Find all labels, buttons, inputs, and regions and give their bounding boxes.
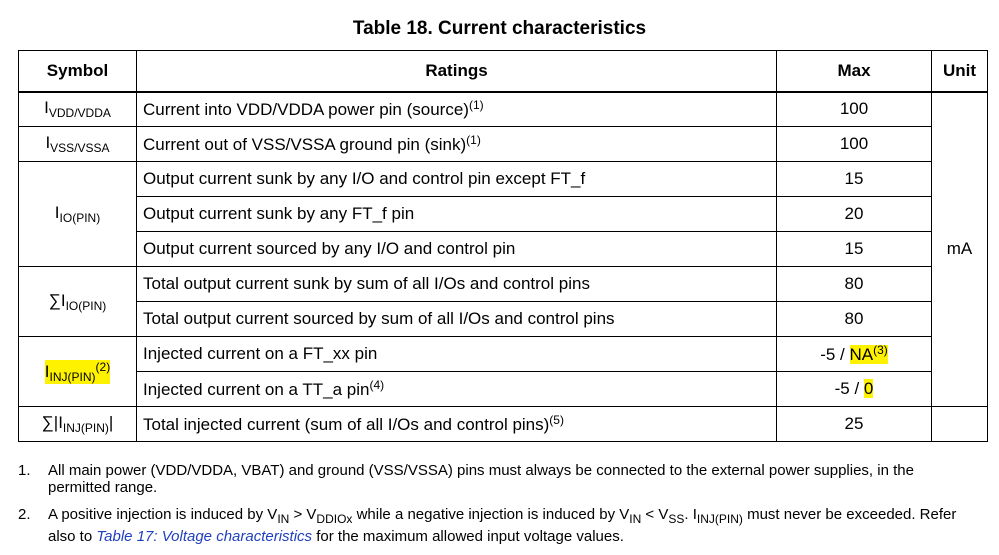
table-row — [19, 127, 988, 162]
highlighted-symbol: $I_{INJ(PIN)}^{(2)}$ — [44, 359, 111, 384]
table-row — [19, 232, 988, 267]
rating-cell: Injected current on a TT_a pin$^{(4)}$ — [137, 372, 777, 407]
current-characteristics-table — [18, 50, 988, 442]
footnote-number: 1. — [18, 462, 31, 479]
rating-cell: Total injected current (sum of all I/Os and control pins)$^{(5)}$ — [137, 407, 777, 442]
symbol-cell: $\sum|I_{INJ(PIN)}|$ — [19, 407, 137, 442]
max-cell: 20 — [777, 197, 932, 232]
table-row — [19, 197, 988, 232]
header-ratings: Ratings — [137, 51, 777, 92]
highlighted-value: NA$^{(3)}$ — [849, 343, 888, 364]
footnotes — [18, 462, 978, 555]
max-cell: 15 — [777, 162, 932, 197]
header-unit: Unit — [932, 51, 988, 92]
table-row — [19, 92, 988, 127]
footnote-text: All main power (VDD/VDDA, VBAT) and ground (VSS/VSSA) pins must always be connected to the external power supplies, in the permitted range. — [48, 462, 914, 496]
table-row — [19, 162, 988, 197]
unit-cell: mA — [932, 92, 988, 407]
rating-cell: Injected current on a FT_xx pin — [137, 337, 777, 372]
table-row — [19, 267, 988, 302]
max-cell: 80 — [777, 267, 932, 302]
max-cell: 100 — [777, 127, 932, 162]
header-row — [19, 51, 988, 92]
table-title: Table 18. Current characteristics — [352, 18, 647, 39]
footnote — [18, 462, 978, 496]
rating-cell: Current out of VSS/VSSA ground pin $(\sin k)^{(1)}$ — [137, 127, 777, 162]
highlighted-value: 0 — [863, 379, 874, 398]
symbol-cell — [19, 337, 137, 407]
table-row — [19, 302, 988, 337]
header-symbol: Symbol — [19, 51, 137, 92]
footnote — [18, 506, 978, 545]
max-cell: 80 — [777, 302, 932, 337]
table-row — [19, 407, 988, 442]
table-row — [19, 337, 988, 372]
symbol-cell: $I_{IO(PIN)}$ — [19, 162, 137, 267]
rating-cell: Total output current sourced by sum of all I/Os and control pins — [137, 302, 777, 337]
unit-cell-empty — [932, 407, 988, 442]
rating-cell: Output current sunk by any FT_f pin — [137, 197, 777, 232]
footnote-text: A positive injection is induced by $V_{IN} > V_{DDIOx}$ while a negative injection is induced by $V_{IN} < V_{SS}$. $I_{INJ(PIN)}$ must never be exceeded. Refer also to Table 17: Voltage characteristics for the maximum allowed input voltage values. — [48, 506, 957, 545]
table-row — [19, 372, 988, 407]
rating-cell: Output current sourced by any I/O and control pin — [137, 232, 777, 267]
max-cell: 25 — [777, 407, 932, 442]
header-max: Max — [777, 51, 932, 92]
max-cell: -5 / NA$^{(3)}$ — [777, 337, 932, 372]
max-cell: 15 — [777, 232, 932, 267]
max-cell: 100 — [777, 92, 932, 127]
symbol-cell: $I_{VSS/VSSA}$ — [19, 127, 137, 162]
symbol-cell: $\sum I_{IO(PIN)}$ — [19, 267, 137, 337]
symbol-cell: $I_{VDD/VDDA}$ — [19, 92, 137, 127]
rating-cell: Current into VDD/VDDA power pin (source)$^{(1)}$ — [137, 92, 777, 127]
table-17-link[interactable]: Table 17: Voltage characteristics — [96, 528, 313, 545]
rating-cell: Output current sunk by any I/O and control pin except FT_f — [137, 162, 777, 197]
rating-cell: Total output current sunk by sum of all I/Os and control pins — [137, 267, 777, 302]
max-cell: -5 / 0 — [777, 372, 932, 407]
footnote-number: 2. — [18, 506, 31, 523]
